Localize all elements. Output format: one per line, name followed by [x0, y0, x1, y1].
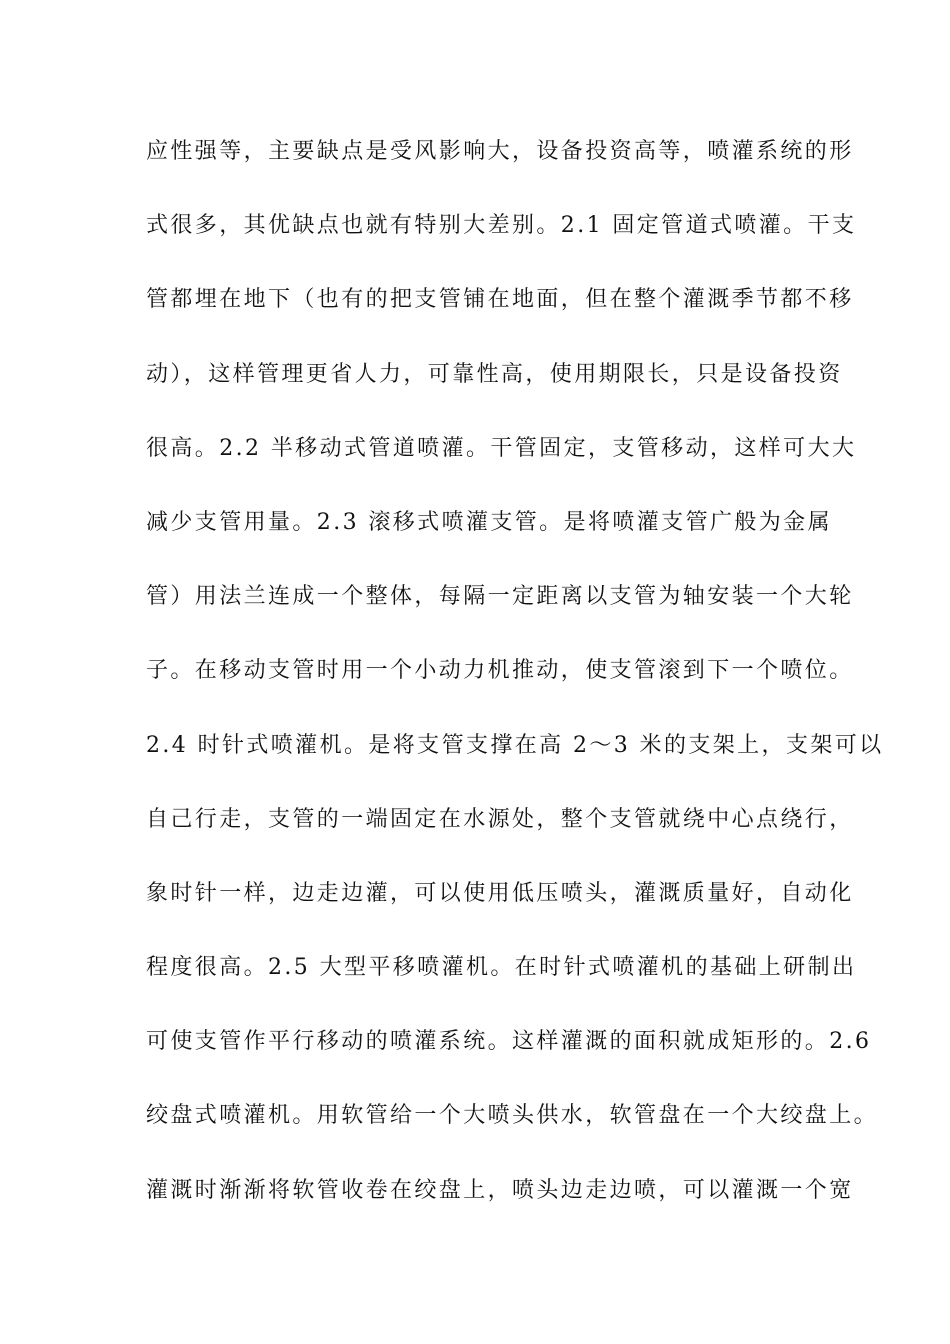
text-line: 减少支管用量。2.3 滚移式喷灌支管。是将喷灌支管广般为金属: [146, 509, 832, 535]
text-line: 2.4 时针式喷灌机。是将支管支撑在高 2～3 米的支架上，支架可以: [146, 732, 884, 758]
body-text: [146, 134, 884, 1247]
text-line: 管）用法兰连成一个整体，每隔一定距离以支管为轴安装一个大轮: [146, 584, 854, 610]
text-line: 灌溉时渐渐将软管收卷在绞盘上，喷头边走边喷，可以灌溉一个宽: [146, 1177, 854, 1203]
text-line: 管都埋在地下（也有的把支管铺在地面，但在整个灌溉季节都不移: [146, 287, 854, 313]
text-line: 应性强等，主要缺点是受风影响大，设备投资高等，喷灌系统的形: [146, 139, 854, 164]
text-line: 象时针一样，边走边灌，可以使用低压喷头，灌溉质量好，自动化: [146, 880, 854, 906]
text-line: 式很多，其优缺点也就有特别大差别。2.1 固定管道式喷灌。干支: [146, 213, 857, 239]
text-line: 可使支管作平行移动的喷灌系统。这样灌溉的面积就成矩形的。2.6: [146, 1029, 872, 1055]
text-line: 绞盘式喷灌机。用软管给一个大喷头供水，软管盘在一个大绞盘上。: [146, 1103, 879, 1129]
text-line: 程度很高。2.5 大型平移喷灌机。在时针式喷灌机的基础上研制出: [146, 955, 857, 981]
text-line: 自己行走，支管的一端固定在水源处，整个支管就绕中心点绕行，: [146, 806, 854, 832]
text-line: 动），这样管理更省人力，可靠性高，使用期限长，只是设备投资: [146, 361, 843, 387]
text-line: 子。在移动支管时用一个小动力机推动，使支管滚到下一个喷位。: [146, 658, 854, 684]
text-line: 很高。2.2 半移动式管道喷灌。干管固定，支管移动，这样可大大: [146, 435, 857, 461]
